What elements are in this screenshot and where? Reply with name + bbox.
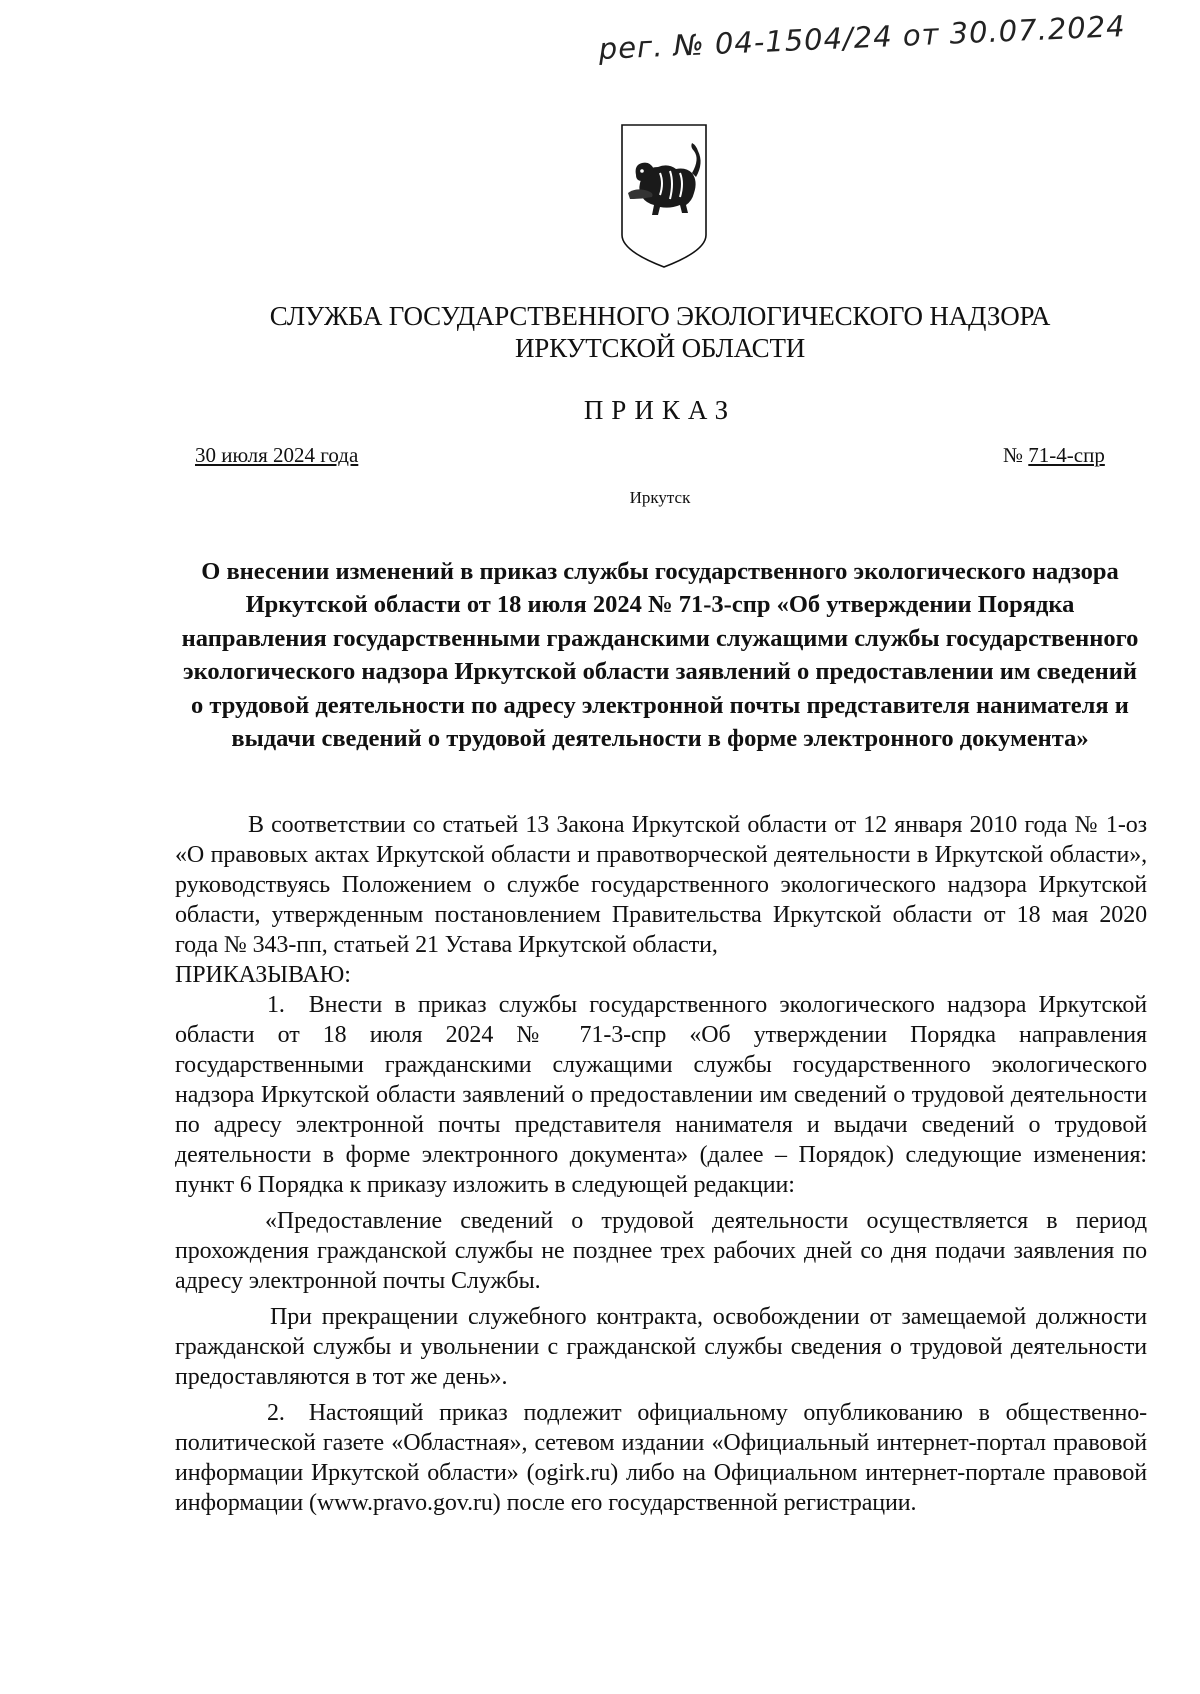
organization-name <box>150 300 1170 364</box>
organization-name-line2: ИРКУТСКОЙ ОБЛАСТИ <box>514 333 806 363</box>
document-body <box>175 810 1147 1518</box>
quote-paragraph-1: «Предоставление сведений о трудовой деятельности осуществляется в период прохождения гражданской службы не позднее трех рабочих дней со дня подачи заявления по адресу электронной почты Службы. <box>175 1208 1147 1294</box>
handwritten-registration-note: рег. № 04-1504/24 от 30.07.2024 <box>598 9 1127 66</box>
item-1-paragraph: 1. Внести в приказ службы государственного экологического надзора Иркутской области от 18 июля 2024 № 71-3-спр «Об утверждении Порядка направления государственными гражданскими служащими службы государственного экологического надзора Иркутской области заявлений о предоставлении им сведений о трудовой деятельности по адресу электронной почты представителя нанимателя и выдачи сведений о трудовой деятельности в форме электронного документа» (далее – Порядок) следующие изменения: пункт 6 Порядка к приказу изложить в следующей редакции: <box>175 992 1147 1198</box>
document-type-title: ПРИКАЗ <box>583 395 737 425</box>
item-2-paragraph: 2. Настоящий приказ подлежит официальному опубликованию в общественно-политической газете «Областная», сетевом издании «Официальный интернет-портал правовой информации Иркутской области» (ogirk.ru) либо на Официальном интернет-портале правовой информации (www.pravo.gov.ru) после его государственной регистрации. <box>175 1400 1147 1516</box>
preamble-paragraph: В соответствии со статьей 13 Закона Иркутской области от 12 января 2010 года № 1-оз «О правовых актах Иркутской области и правотворческой деятельности в Иркутской области», руководствуясь Положением о службе государственного экологического надзора Иркутской области, утвержденным постановлением Правительства Иркутской области от 18 мая 2020 года № 343-пп, статьей 21 Устава Иркутской области, <box>175 812 1147 958</box>
organization-name-line1: СЛУЖБА ГОСУДАРСТВЕННОГО ЭКОЛОГИЧЕСКОГО НАДЗОРА <box>269 301 1051 331</box>
document-heading: О внесении изменений в приказ службы государственного экологического надзора Иркутской области от 18 июля 2024 № 71-3-спр «Об утверждении Порядка направления государственными гражданскими служащими службы государственного экологического надзора Иркутской области заявлений о предоставлении им сведений о трудовой деятельности по адресу электронной почты представителя нанимателя и выдачи сведений о трудовой деятельности в форме электронного документа» <box>181 558 1139 753</box>
document-number <box>1003 443 1105 468</box>
order-word: ПРИКАЗЫВАЮ: <box>175 962 351 988</box>
document-city: Иркутск <box>629 488 691 507</box>
coat-of-arms-emblem-icon <box>620 123 708 269</box>
document-number-prefix: № <box>1003 443 1024 467</box>
document-number-value: 71-4-спр <box>1028 443 1105 467</box>
document-date: 30 июля 2024 года <box>195 443 359 467</box>
quote-paragraph-2: При прекращении служебного контракта, освобождении от замещаемой должности гражданской службы и увольнении с гражданской службы сведения о трудовой деятельности предоставляются в тот же день». <box>175 1304 1147 1390</box>
